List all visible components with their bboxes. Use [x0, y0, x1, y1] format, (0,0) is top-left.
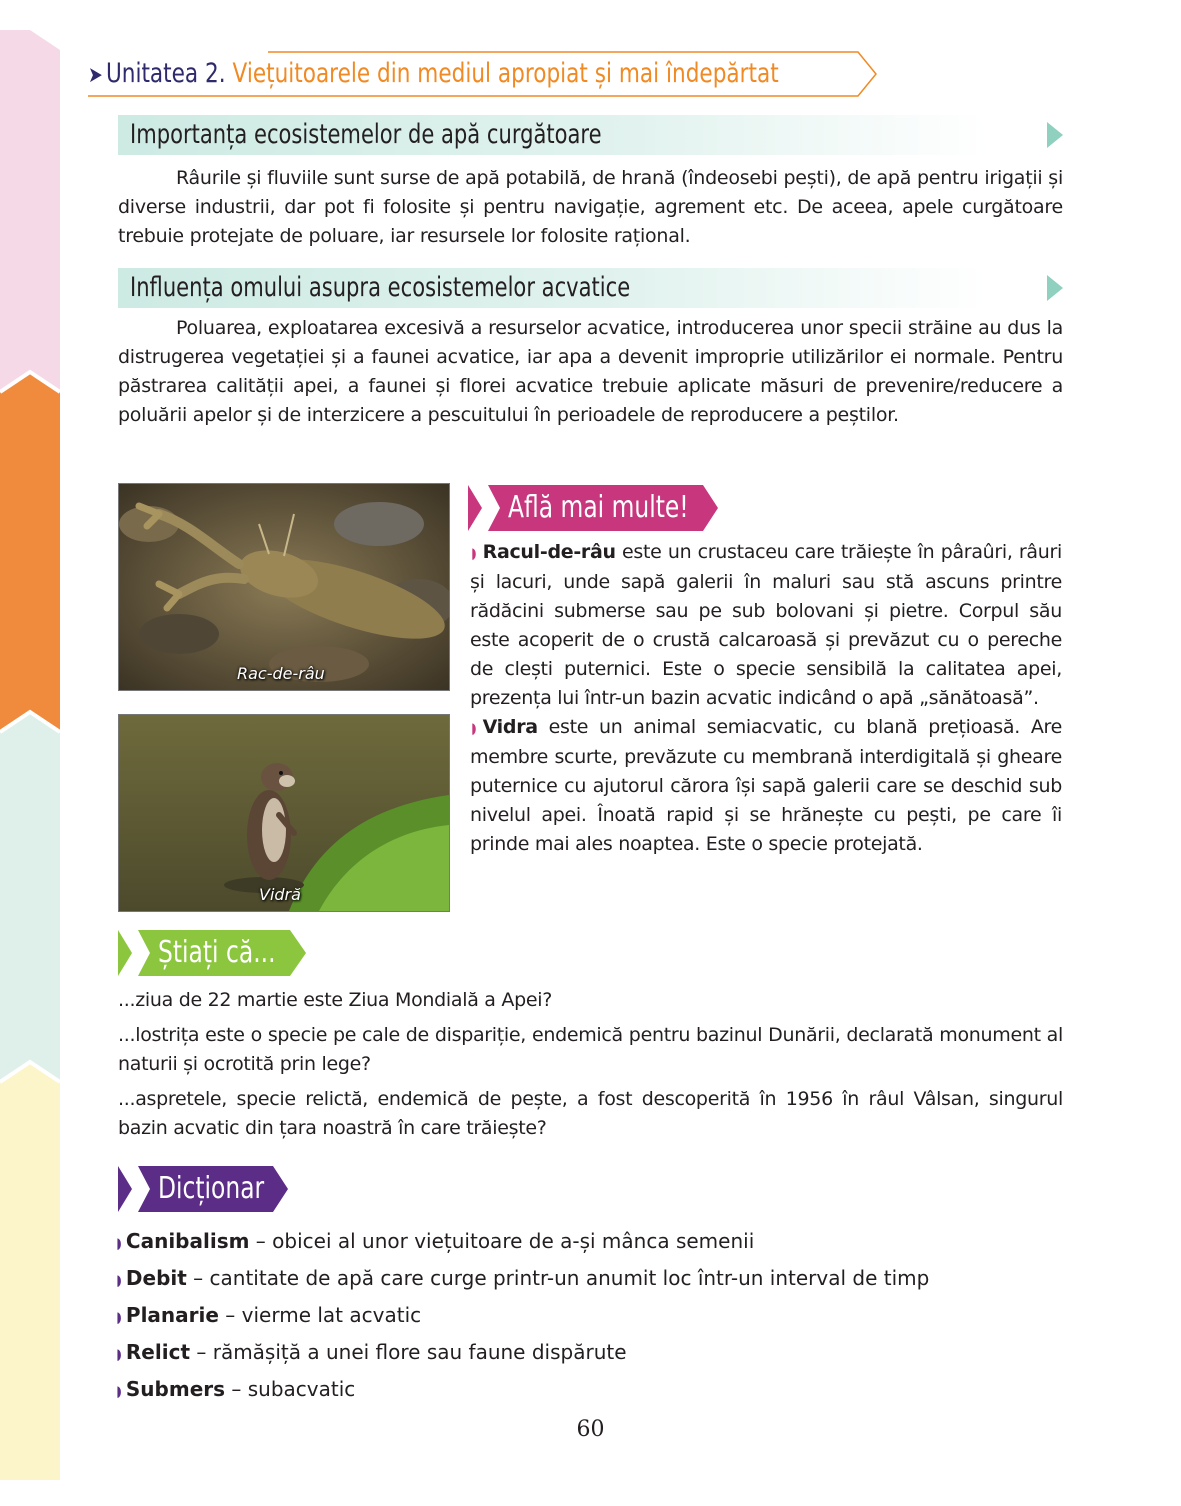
unit-subject: Viețuitoarele din mediul apropiat și mai îndepărtat	[232, 58, 779, 89]
section-paragraph: Poluarea, exploatarea excesivă a resurselor acvatice, introducerea unor specii străine au dus la distrugerea vegetației și a faunei acvatice, iar apa a devenit improprie utilizărilor ei normale. Pentru păstrarea calității apei, a faunei și florei acvatice trebuie aplicate măsuri de prevenire/reducere a poluării apelor și de interzicere a pescuitului în perioadele de reproducere a peștilor.	[118, 317, 1063, 426]
photo-caption: Vidră	[259, 885, 301, 904]
learn-more-badge	[468, 485, 718, 531]
page-number: 60	[576, 1417, 605, 1442]
section-heading-human-influence	[118, 268, 1063, 308]
dictionary-entry	[115, 1224, 1060, 1261]
dictionary-definition: – vierme lat acvatic	[218, 1303, 422, 1327]
section-heading-importance	[118, 115, 1063, 155]
dictionary-entry	[115, 1298, 1060, 1335]
unit-header	[88, 50, 878, 98]
dictionary-definition: – obicei al unor viețuitoare de a-și mânca semenii	[249, 1229, 755, 1253]
dictionary-definition: – subacvatic	[225, 1377, 356, 1401]
learn-more-term: Racul-de-râu	[482, 541, 616, 563]
learn-more-title: Află mai multe!	[508, 490, 689, 525]
fact-item: ...ziua de 22 martie este Ziua Mondială a Apei?	[118, 989, 553, 1011]
dictionary-definition: – rămășiță a unei flore sau faune dispărute	[190, 1340, 627, 1364]
did-you-know-badge	[118, 930, 308, 976]
learn-more-text: este un animal semiacvatic, cu blană prețioasă. Are membre scurte, prevăzute cu membrană interdigitală și gheare puternice cu ajutorul cărora își sapă galerii care se deschid sub nivelul apei. Înoată rapid și se hrănește cu pești, pe care îi prinde mai ales noaptea. Este o specie protejată.	[470, 716, 1062, 855]
dictionary-entry	[115, 1261, 1060, 1298]
dictionary-term: Planarie	[125, 1303, 219, 1327]
bullet-icon: ◗	[116, 1382, 122, 1400]
dictionary-list	[115, 1224, 1060, 1409]
did-you-know-title: Știați că...	[158, 935, 276, 970]
dictionary-entry	[115, 1335, 1060, 1372]
bullet-icon: ◗	[471, 719, 477, 737]
triangle-icon	[1047, 275, 1063, 301]
learn-more-text: este un crustaceu care trăiește în pâraûri, râuri și lacuri, unde sapă galerii în maluri sau stă ascuns printre rădăcini submerse sau pe sub bolovani și pietre. Corpul său este acoperit de o crustă calcaroasă și prevăzut cu o pereche de clești puternici. Este o specie sensibilă la calitatea apei, prezența lui într-un bazin acvatic indicând o apă „sănătoasă”.	[470, 541, 1062, 709]
triangle-icon	[1047, 122, 1063, 148]
otter-photo	[118, 714, 450, 912]
section-paragraph: Râurile și fluviile sunt surse de apă potabilă, de hrană (îndeosebi pești), de apă pentru irigații și diverse industrii, dar pot fi folosite și pentru navigație, agrement etc. De aceea, apele curgătoare trebuie protejate de poluare, iar resursele lor folosite rațional.	[118, 167, 1063, 247]
learn-more-item	[470, 713, 1062, 859]
section-title: Influența omului asupra ecosistemelor acvatice	[130, 272, 631, 303]
fact-item: ...aspretele, specie relictă, endemică de pește, a fost descoperită în 1956 în râul Vâlsan, singurul bazin acvatic din țara noastră în care trăiește?	[118, 1088, 1063, 1139]
learn-more-content	[470, 538, 1062, 859]
bullet-icon: ◗	[116, 1308, 122, 1326]
dictionary-badge	[118, 1166, 290, 1212]
dictionary-title: Dicționar	[158, 1171, 265, 1206]
dictionary-term: Debit	[125, 1266, 187, 1290]
left-decorative-strip	[0, 0, 60, 1506]
dictionary-term: Canibalism	[125, 1229, 250, 1253]
dictionary-term: Submers	[125, 1377, 226, 1401]
bullet-icon: ◗	[471, 544, 477, 562]
dictionary-entry	[115, 1372, 1060, 1409]
unit-label: Unitatea 2.	[105, 58, 226, 89]
dictionary-definition: – cantitate de apă care curge printr-un anumit loc într-un interval de timp	[186, 1266, 930, 1290]
bullet-icon: ◗	[116, 1271, 122, 1289]
fact-item: ...lostrița este o specie pe cale de dispariție, endemică pentru bazinul Dunării, declarată monument al naturii și ocrotită prin lege?	[118, 1024, 1063, 1075]
photo-caption: Rac-de-râu	[237, 664, 325, 683]
arrow-icon: ➤	[88, 63, 103, 88]
bullet-icon: ◗	[116, 1345, 122, 1363]
bullet-icon: ◗	[116, 1234, 122, 1252]
crayfish-photo	[118, 483, 450, 691]
learn-more-item	[470, 538, 1062, 713]
learn-more-term: Vidra	[482, 716, 538, 738]
dictionary-term: Relict	[125, 1340, 190, 1364]
did-you-know-facts	[118, 986, 1063, 1149]
section-title: Importanța ecosistemelor de apă curgătoare	[130, 119, 602, 150]
